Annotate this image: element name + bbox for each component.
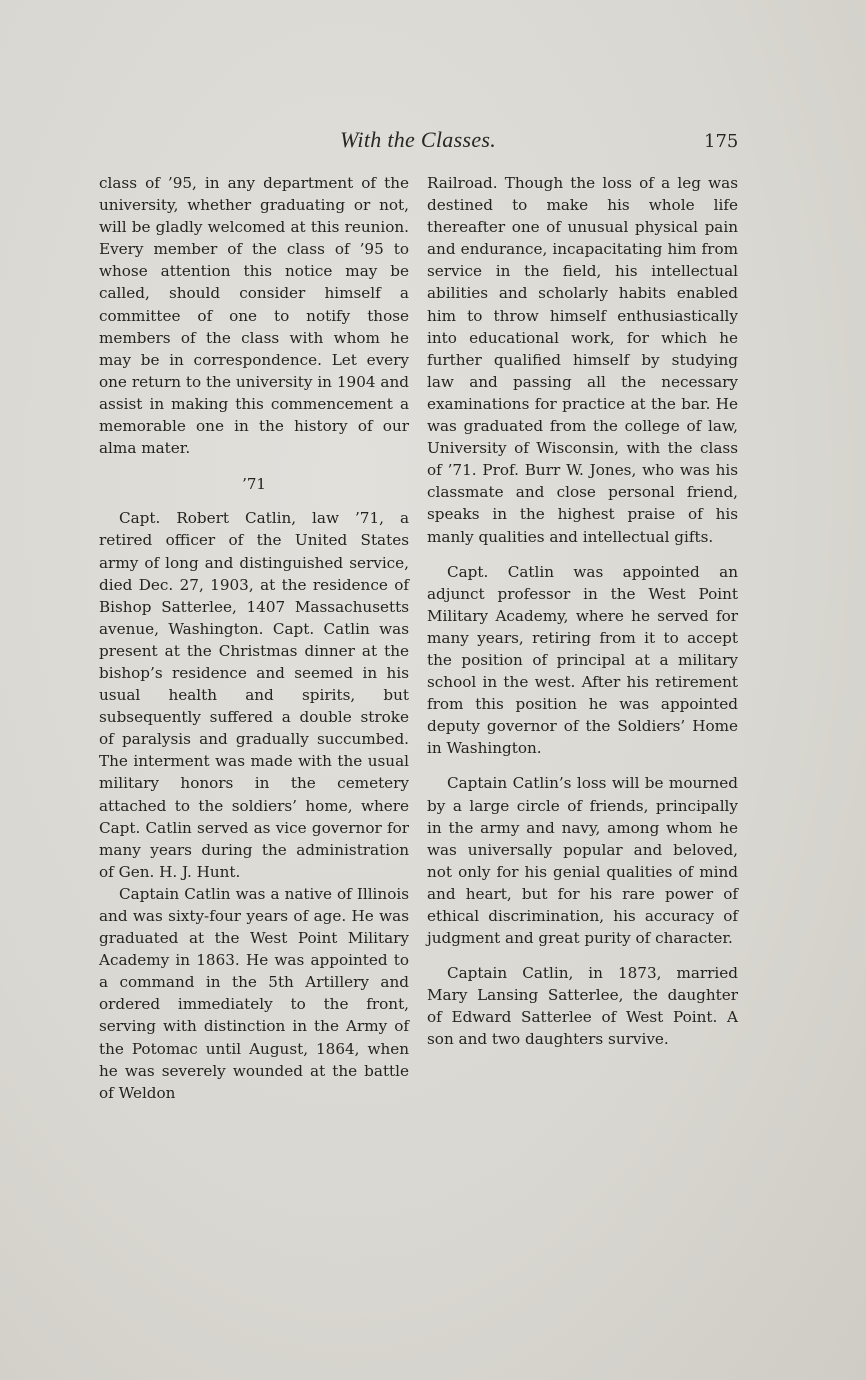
obituary-paragraph-continued: Railroad. Though the loss of a leg was destined to make his whole life thereafter one of unusual physical pain and endurance, incapacitating him from service in the field, his intellectual abilities and scholarly habits enabled him to throw himself enthusiastically into educational work, for which he further qualified himself by studying law and passing all the necessary examinations for practice at the bar. He was graduated from the college of law, University of Wisconsin, with the class of ’71. Prof. Burr W. Jones, who was his classmate and close personal friend, speaks in the highest praise of his manly qualities and intellectual gifts. [427,174,738,546]
obituary-paragraph-5: Captain Catlin, in 1873, married Mary Lansing Satterlee, the daughter of Edward Satterlee of West Point. A son and two daughters survive. [427,964,738,1049]
section-heading-class-71: ’71 [242,475,266,494]
running-header-title: With the Classes. [340,127,497,152]
page-number: 175 [704,131,739,152]
obituary-paragraph-4: Captain Catlin’s loss will be mourned by a large circle of friends, principally in the army and navy, among whom he was universally popular and beloved, not only for his genial qualities of mind and heart, but for his rare power of ethical discrimination, his accuracy of judgment and great purity of character. [427,774,738,948]
left-column [99,172,409,1104]
right-column [427,172,738,1051]
intro-paragraph: class of ’95, in any department of the university, whether graduating or not, will be gladly welcomed at this reunion. Every member of the class of ’95 to whose attention this notice may be called, should consider himself a committee of one to notify those members of the class with whom he may be in correspondence. Let every one return to the university in 1904 and assist in making this commencement a memorable one in the history of our alma mater. [99,174,409,458]
obituary-paragraph-1: Capt. Robert Catlin, law ’71, a retired officer of the United States army of long and distinguished service, died Dec. 27, 1903, at the residence of Bishop Satterlee, 1407 Massachusetts avenue, Washington. Capt. Catlin was present at the Christmas dinner at the bishop’s residence and seemed in his usual health and spirits, but subsequently suffered a double stroke of paralysis and gradually succumbed. The interment was made with the usual military honors in the cemetery attached to the soldiers’ home, where Capt. Catlin served as vice governor for many years during the administration of Gen. H. J. Hunt. [99,509,409,881]
obituary-paragraph-2: Captain Catlin was a native of Illinois and was sixty-four years of age. He was graduated at the West Point Military Academy in 1863. He was appointed to a command in the 5th Artillery and ordered immediately to the front, serving with distinction in the Army of the Potomac until August, 1864, when he was severely wounded at the battle of Weldon [99,884,409,1102]
obituary-paragraph-3: Capt. Catlin was appointed an adjunct professor in the West Point Military Academy, where he served for many years, retiring from it to accept the position of principal at a military school in the west. After his retirement from this position he was appointed deputy governor of the Soldiers’ Home in Washington. [427,562,738,758]
